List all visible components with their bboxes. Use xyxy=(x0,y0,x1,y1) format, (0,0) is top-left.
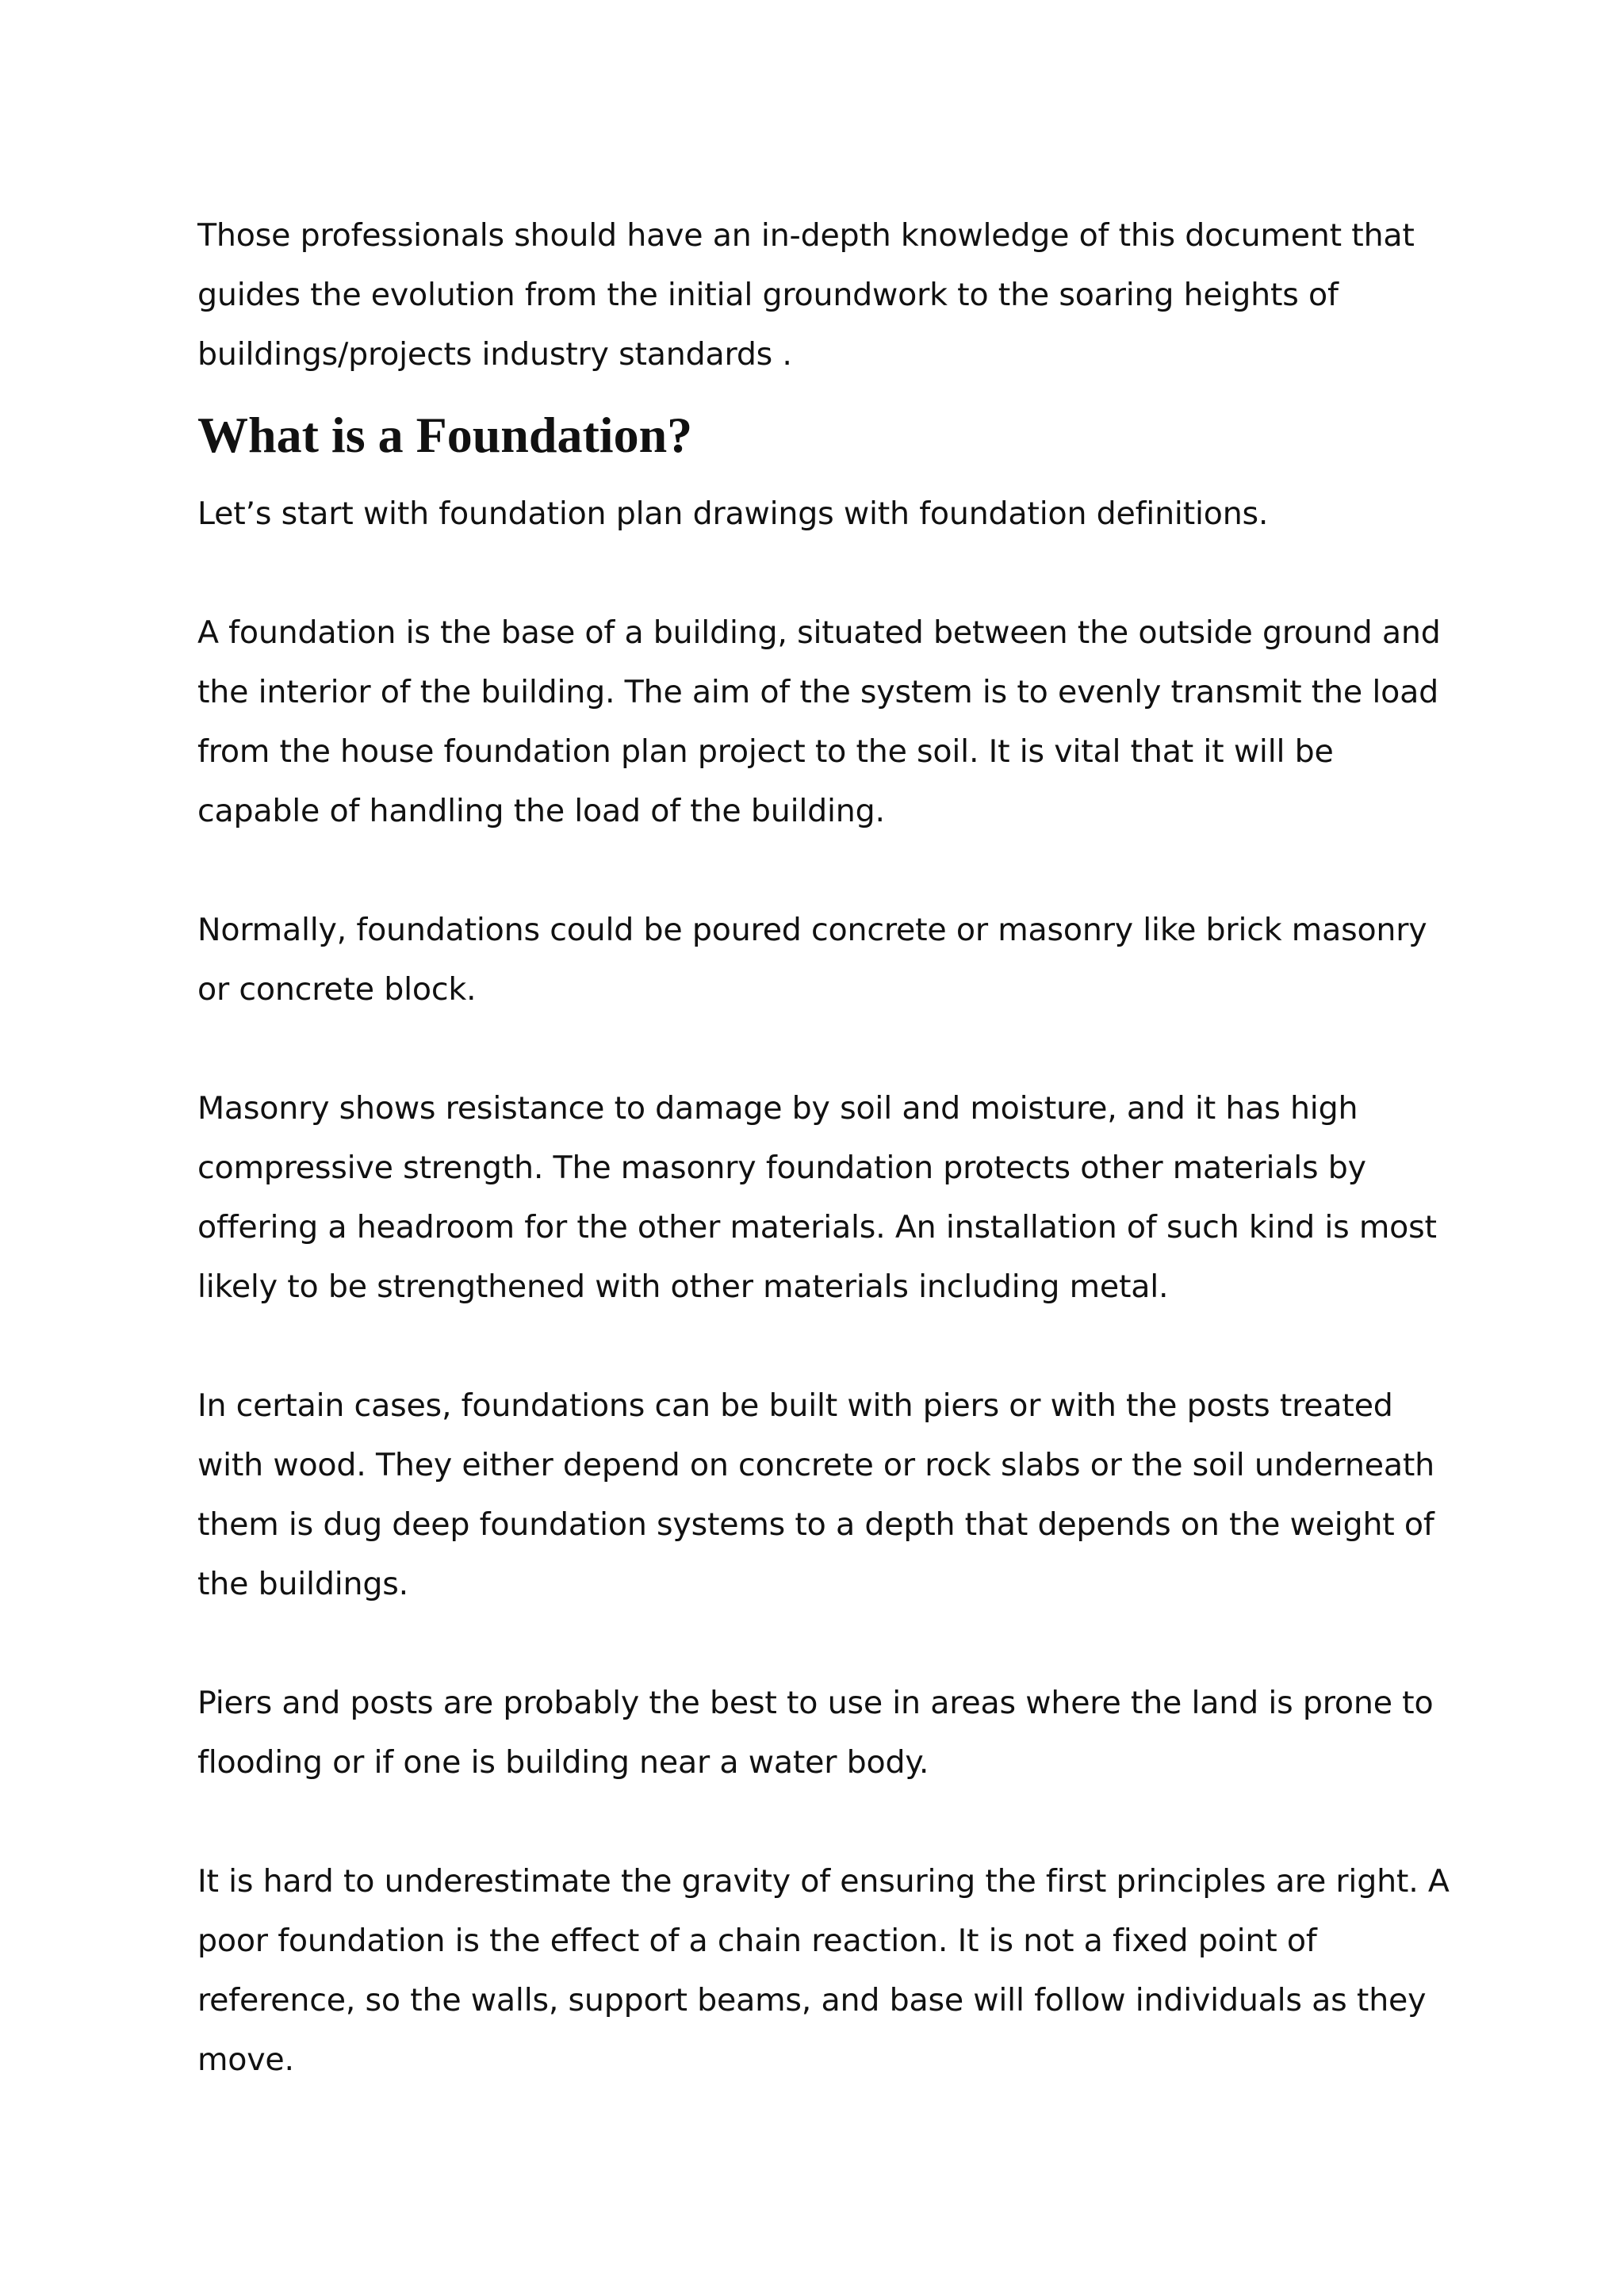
document-body xyxy=(197,206,1450,2090)
paragraph: In certain cases, foundations can be built with piers or with the posts treated with wood. They either depend on concrete or rock slabs or the soil underneath them is dug deep foundation systems to a depth that depends on the weight of the buildings. xyxy=(197,1387,1434,1602)
section-heading: What is a Foundation? xyxy=(197,407,693,463)
paragraph: Normally, foundations could be poured concrete or masonry like brick masonry or concrete block. xyxy=(197,912,1427,1008)
paragraph: Piers and posts are probably the best to use in areas where the land is prone to flooding or if one is building near a water body. xyxy=(197,1685,1434,1781)
paragraph: It is hard to underestimate the gravity of ensuring the first principles are right. A poor foundation is the effect of a chain reaction. It is not a fixed point of reference, so the walls, support beams, and base will follow individuals as they move. xyxy=(197,1863,1450,2078)
intro-paragraph: Those professionals should have an in-depth knowledge of this document that guides the evolution from the initial groundwork to the soaring heights of buildings/projects industry standards . xyxy=(197,217,1415,373)
paragraph: Let’s start with foundation plan drawings with foundation definitions. xyxy=(197,496,1269,532)
paragraph: A foundation is the base of a building, situated between the outside ground and the interior of the building. The aim of the system is to evenly transmit the load from the house foundation plan project to the soil. It is vital that it will be capable of handling the load of the building. xyxy=(197,614,1441,829)
paragraph: Masonry shows resistance to damage by soil and moisture, and it has high compressive strength. The masonry foundation protects other materials by offering a headroom for the other materials. An installation of such kind is most likely to be strengthened with other materials including metal. xyxy=(197,1090,1437,1305)
